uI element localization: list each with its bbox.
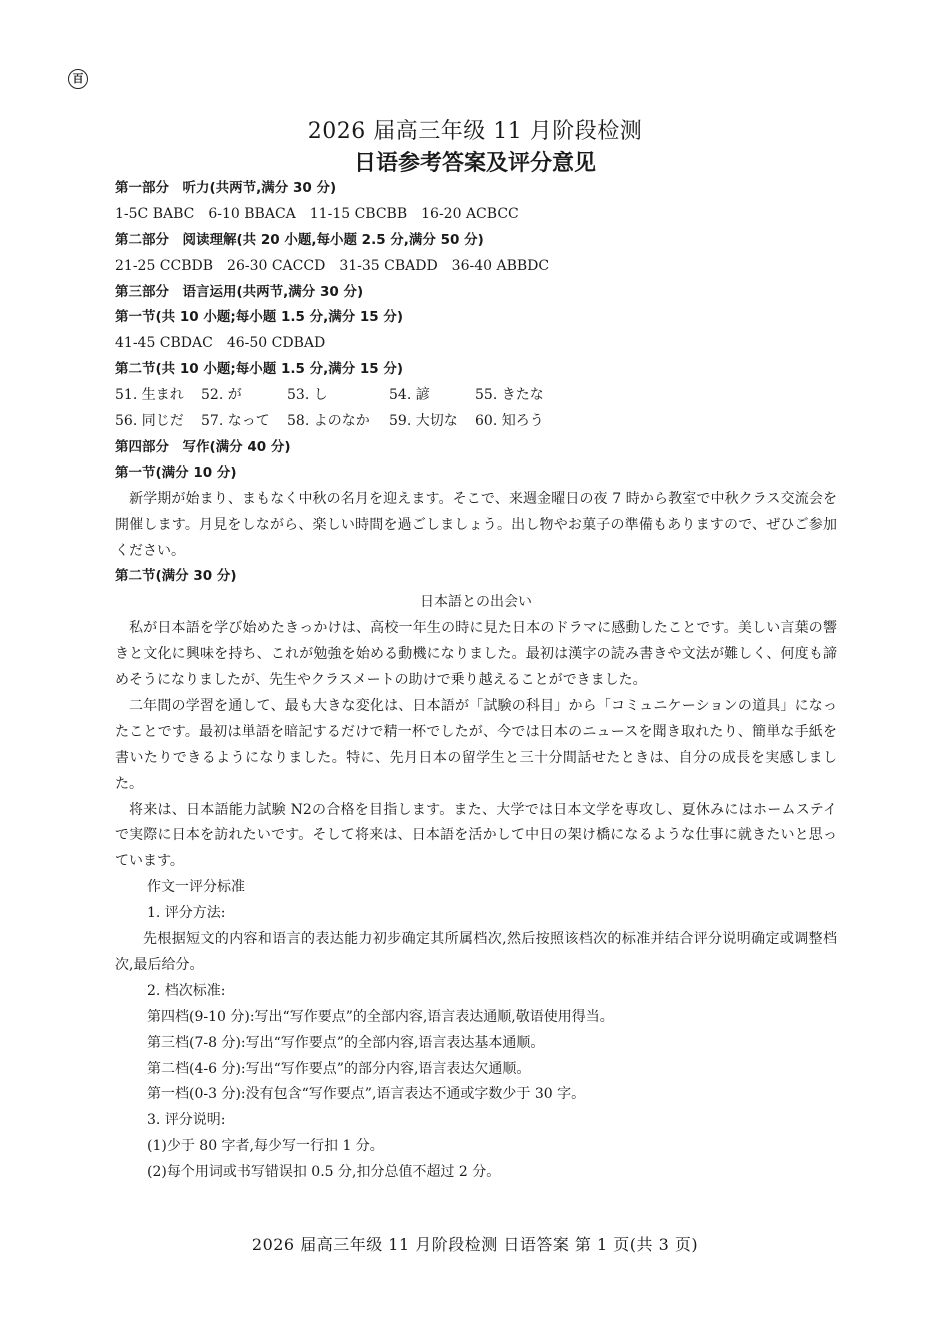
seal-stamp: 百 <box>68 69 88 89</box>
part3-section1-answers: 41-45 CBDAC 46-50 CDBAD <box>115 335 326 352</box>
part2-answers: 21-25 CCBDB 26-30 CACCD 31-35 CBADD 36-40 ABBDC <box>115 257 550 274</box>
grade-2: 第二档(4-6 分):写出“写作要点”的部分内容,语言表达欠通顺。 <box>147 1060 531 1077</box>
grade-3: 第三档(7-8 分):写出“写作要点”的全部内容,语言表达基本通顺。 <box>147 1034 545 1051</box>
fill-answer: 56. 同じだ <box>115 413 184 430</box>
part3-section2-heading: 第二节(共 10 小题;每小题 1.5 分,满分 15 分) <box>115 361 404 378</box>
fill-answer: 52. が <box>201 387 242 404</box>
essay-paragraph: 二年間の学習を通して、最も大きな変化は、日本語が「試験の科目」から「コミュニケーションの道具」になったことです。最初は単語を暗記するだけで精一杯でしたが、今では日本のニュースを聞き取れたり、簡単な手紙を書いたりできるようになりました。特に、先月日本の留学生と三十分間話せたときは、自分の成長を実感しました。 <box>115 697 837 792</box>
fill-answer: 51. 生まれ <box>115 387 184 404</box>
note-2: (2)每个用词或书写错误扣 0.5 分,扣分总值不超过 2 分。 <box>147 1164 501 1181</box>
essay-paragraph: 私が日本語を学び始めたきっかけは、高校一年生の時に見た日本のドラマに感動したことです。美しい言葉の響きと文化に興味を持ち、これが勉強を始める動機になりました。最初は漢字の読み書きや文法が難しく、何度も諦めそうになりましたが、先生やクラスメートの助けで乗り越えることができました。 <box>115 620 837 688</box>
essay-paragraph: 将来は、日本語能力試験 N2の合格を目指します。また、大学では日本文学を専攻し、夏休みにはホームステイで実際に日本を訪れたいです。そして将来は、日本語を活かして中日の架け橋になるような仕事に就きたいと思っています。 <box>115 801 837 870</box>
fill-answer: 60. 知ろう <box>475 413 544 430</box>
grade-4: 第四档(9-10 分):写出“写作要点”的全部内容,语言表达通顺,敬语使用得当。 <box>147 1008 614 1025</box>
page-footer: 2026 届高三年级 11 月阶段检测 日语答案 第 1 页(共 3 页) <box>251 1235 699 1254</box>
essay-title: 日本語との出会い <box>420 594 532 611</box>
criteria-title: 作文一评分标准 <box>147 879 245 896</box>
exam-title: 2026 届高三年级 11 月阶段检测 <box>307 119 643 144</box>
fill-answers-row-1 <box>115 383 837 409</box>
part3-heading: 第三部分 语言运用(共两节,满分 30 分) <box>115 283 364 300</box>
part1-answers: 1-5C BABC 6-10 BBACA 11-15 CBCBB 16-20 ACBCC <box>115 205 519 222</box>
document-body <box>115 176 837 1186</box>
criteria-notes-heading: 3. 评分说明: <box>147 1112 226 1129</box>
section1-sample-answer: 新学期が始まり、まもなく中秋の名月を迎えます。そこで、来週金曜日の夜 7 時から教室で中秋クラス交流会を開催します。月見をしながら、楽しい時間を過ごしましょう。出し物やお菓子の準備もありますので、ぜひご参加ください。 <box>115 490 837 559</box>
fill-answers-row-2 <box>115 409 837 435</box>
document-title: 日语参考答案及评分意见 <box>353 151 596 176</box>
part4-heading: 第四部分 写作(满分 40 分) <box>115 438 291 455</box>
part4-section1-heading: 第一节(满分 10 分) <box>115 464 237 481</box>
part4-section2-heading: 第二节(满分 30 分) <box>115 568 237 585</box>
fill-answer: 55. きたな <box>475 387 544 404</box>
criteria-method-heading: 1. 评分方法: <box>147 905 226 922</box>
fill-answer: 58. よのなか <box>287 413 370 430</box>
fill-answer: 54. 諺 <box>389 387 430 404</box>
part2-heading: 第二部分 阅读理解(共 20 小题,每小题 2.5 分,满分 50 分) <box>115 231 484 248</box>
criteria-method-text: 先根据短文的内容和语言的表达能力初步确定其所属档次,然后按照该档次的标准并结合评分说明确定或调整档次,最后给分。 <box>115 931 837 973</box>
fill-answer: 53. し <box>287 387 328 404</box>
fill-answer: 59. 大切な <box>389 413 458 430</box>
criteria-grades-heading: 2. 档次标准: <box>147 982 226 999</box>
part3-section1-heading: 第一节(共 10 小题;每小题 1.5 分,满分 15 分) <box>115 309 404 326</box>
grade-1: 第一档(0-3 分):没有包含“写作要点”,语言表达不通或字数少于 30 字。 <box>147 1086 586 1103</box>
note-1: (1)少于 80 字者,每少写一行扣 1 分。 <box>147 1138 384 1155</box>
part1-heading: 第一部分 听力(共两节,满分 30 分) <box>115 180 337 196</box>
fill-answer: 57. なって <box>201 413 270 430</box>
